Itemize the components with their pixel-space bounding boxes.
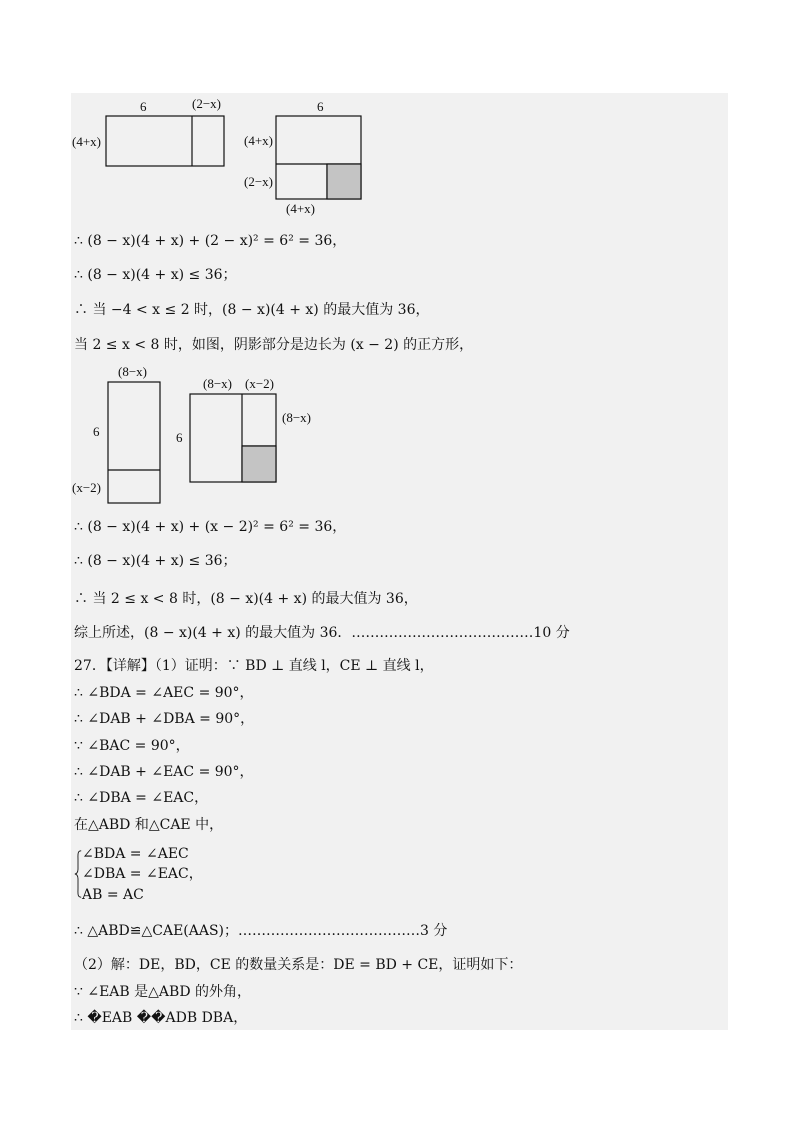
solution-line: ∴ 当 −4 < x ≤ 2 时，(8 − x)(4 + x) 的最大值为 36， [74,302,430,318]
system-line: ∠DBA = ∠EAC， [82,866,203,882]
left-brace [74,844,82,904]
proof-line: ∵ ∠BAC = 90°， [74,738,190,754]
fig1-left-top-label: 6 [140,99,147,114]
solution-line: ∴ 当 2 ≤ x < 8 时，(8 − x)(4 + x) 的最大值为 36， [74,591,418,607]
fig1-right-top-label: 6 [317,99,324,114]
fig1-left-rect [106,116,224,166]
fig1-shaded-square [327,164,361,199]
fig1-right-side-label-top: (4+x) [244,133,273,148]
proof-line: ∴ �EAB ��ADB DBA， [74,1010,248,1026]
proof-line: 在△ABD 和△CAE 中， [74,817,224,833]
solution-line: ∴ (8 − x)(4 + x) + (x − 2)² = 6² = 36， [74,519,347,535]
proof-line: ∴ ∠BDA = ∠AEC = 90°， [74,685,254,701]
fig1-left-top-small-label: (2−x) [192,96,221,111]
fig2-right-top-label-b: (x−2) [245,376,274,391]
question-27-part2: （2）解：DE，BD，CE 的数量关系是：DE = BD + CE，证明如下： [74,957,523,973]
fig1-right-side-label-bottom: (2−x) [244,174,273,189]
fig2-right-top-label-a: (8−x) [203,376,232,391]
question-27-heading: 27．【详解】（1）证明：∵ BD ⊥ 直线 l，CE ⊥ 直线 l， [74,658,434,674]
fig2-left-top-label: (8−x) [118,364,147,379]
fig2-right-right-label: (8−x) [282,410,311,425]
system-line: ∠BDA = ∠AEC [82,846,189,862]
fig1-right-bottom-label: (4+x) [286,201,315,216]
fig2-left-rect [108,382,160,503]
proof-line: ∵ ∠EAB 是△ABD 的外角， [74,984,251,1000]
solution-line: 综上所述，(8 − x)(4 + x) 的最大值为 36．…………………………………10 分 [74,625,570,641]
fig2-right-side-label: 6 [176,430,183,445]
solution-line: ∴ (8 − x)(4 + x) ≤ 36； [74,267,237,283]
fig1-left-side-label: (4+x) [72,134,101,149]
proof-line: ∴ ∠DBA = ∠EAC， [74,790,209,806]
solution-line: ∴ (8 − x)(4 + x) + (2 − x)² = 6² = 36， [74,233,347,249]
solution-line: ∴ (8 − x)(4 + x) ≤ 36； [74,553,237,569]
fig2-left-side-label: 6 [93,424,100,439]
fig2-left-bottom-label: (x−2) [72,480,101,495]
system-line: AB = AC [82,887,144,903]
solution-line: 当 2 ≤ x < 8 时，如图，阴影部分是边长为 (x − 2) 的正方形， [74,337,474,353]
proof-line: ∴ △ABD≌△CAE(AAS)；…………………………………3 分 [74,923,448,939]
proof-line: ∴ ∠DAB + ∠DBA = 90°， [74,711,255,727]
proof-line: ∴ ∠DAB + ∠EAC = 90°， [74,764,254,780]
fig2-shaded-square [242,446,276,482]
